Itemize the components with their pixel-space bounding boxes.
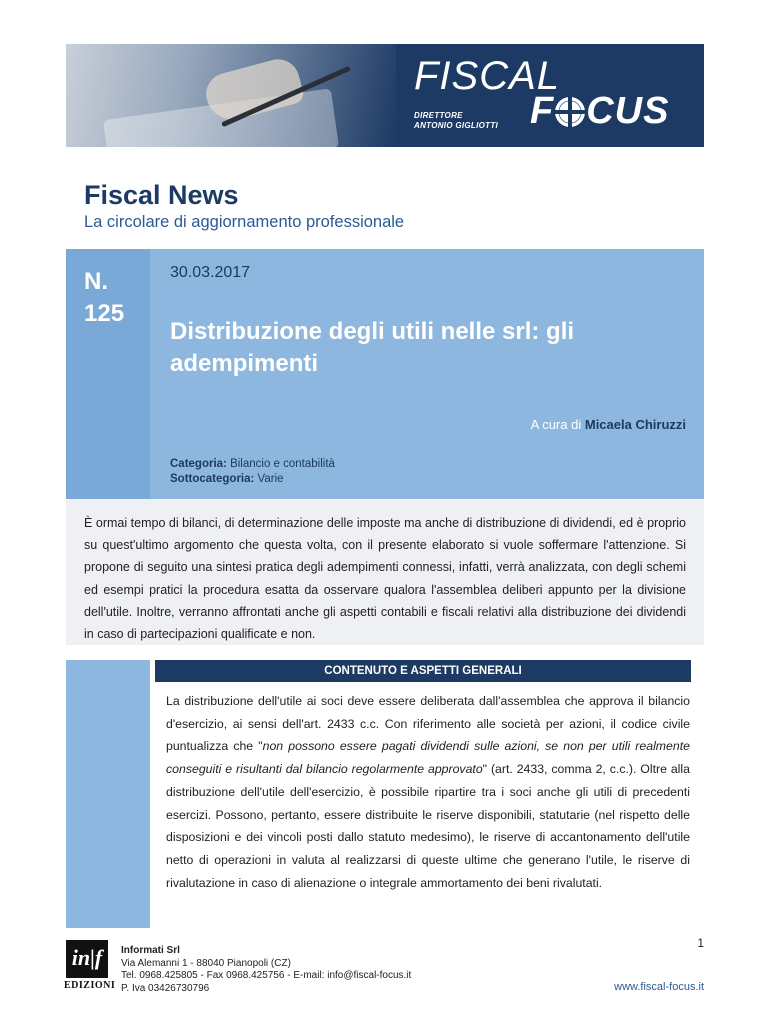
publisher-logo: in|f (66, 940, 108, 978)
brand-logo-focus: F CUS (530, 90, 670, 132)
brand-logo-fiscal: FISCAL (414, 54, 561, 98)
page-number: 1 (697, 936, 704, 950)
banner-photo (66, 44, 396, 147)
section-side-stripe (66, 660, 150, 928)
globe-icon (555, 97, 585, 127)
section-heading: CONTENUTO E ASPETTI GENERALI (155, 660, 691, 682)
category-info: Categoria: Bilancio e contabilità Sottocategoria: Varie (170, 458, 335, 485)
section-body: La distribuzione dell'utile ai soci deve essere deliberata dall'assemblea che approva il bilancio d'esercizio, ai sensi dell'art. 2433 c.c. Con riferimento alle società per azioni, il codice civile puntualizza che "non possono essere pagati dividendi sulle azioni, se non per utili realmente conseguiti e risultanti dal bilancio regolarmente approvato" (art. 2433, comma 2, c.c.). Oltre alla distribuzione dell'utile dell'esercizio, è possibile ripartire tra i soci anche gli utili di precedenti esercizi. Possono, pertanto, essere distribuite le riserve disponibili, statutarie (nel rispetto delle disposizioni e dei vincoli posti dallo statuto medesimo), le riserve di accantonamento dell'utile netto di operazioni in valuta al realizzarsi di queste ultime che generano l'utile, le riserve di rivalutazione in caso di alienazione o integrale ammortamento dei beni rivalutati. (166, 694, 690, 890)
abstract-box (66, 499, 704, 645)
author-name: Micaela Chiruzzi (584, 417, 686, 432)
legal-quote: non possono essere pagati dividendi sulle azioni, se non per utili realmente conseguiti e risultanti dal bilancio regolarmente approvato (166, 739, 690, 777)
company-info: Informati Srl Via Alemanni 1 - 88040 Pianopoli (CZ) Tel. 0968.425805 - Fax 0968.425756 - E-mail: info@fiscal-focus.it P. Iva 03426730796 (121, 945, 412, 994)
website-link[interactable]: www.fiscal-focus.it (614, 981, 704, 993)
director-credit: DIRETTORE ANTONIO GIGLIOTTI (414, 111, 499, 130)
publisher-logo-caption: EDIZIONI (64, 980, 116, 991)
issue-date: 30.03.2017 (170, 264, 251, 281)
abstract-text: È ormai tempo di bilanci, di determinazione delle imposte ma anche di distribuzione di dividendi, ed è proprio su quest'ultimo argomento che questa volta, con il presente elaborato si vuole soffermare l'attenzione. Si propone di seguito una sintesi pratica degli adempimenti connessi, infatti, verrà analizzata, con degli schemi ed esempi pratici la procedura esatta da osservare qualora l'assemblea deliberi appunto per la divisione dell'utile. Inoltre, verranno affrontati anche gli aspetti contabili e fiscali relativi alla distribuzione dei dividendi in caso di partecipazioni qualificate e non. (84, 516, 686, 642)
issue-number: N. 125 (84, 268, 125, 327)
byline: A cura di Micaela Chiruzzi (530, 417, 686, 432)
newsletter-title: Fiscal News (84, 180, 239, 210)
article-title: Distribuzione degli utili nelle srl: gli adempimenti (170, 318, 575, 377)
newsletter-subtitle: La circolare di aggiornamento professionale (84, 213, 405, 231)
